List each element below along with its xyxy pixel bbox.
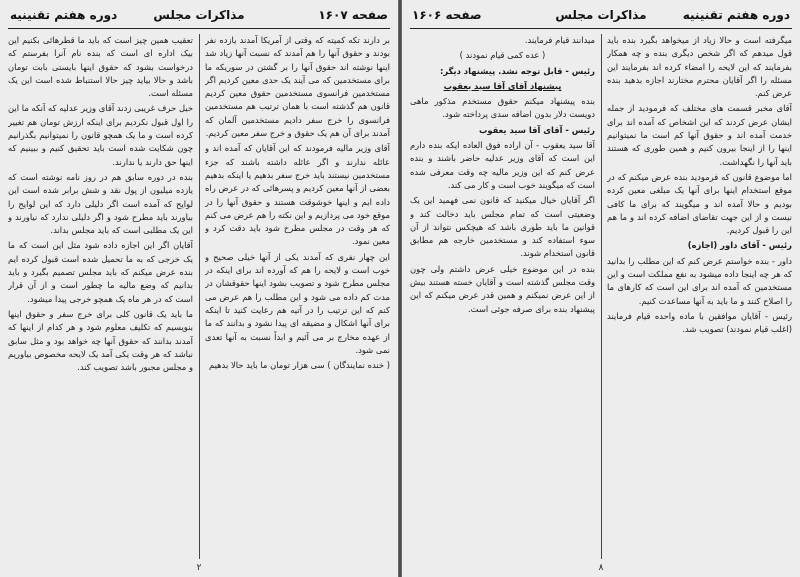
left-columns xyxy=(8,34,390,559)
right-page-header xyxy=(412,8,790,26)
speaker-line: رئیس - آقای داور (اجازه) xyxy=(687,240,792,251)
right-page-number: ۸ xyxy=(598,563,604,573)
left-session-title: دوره هفتم تقنينيه xyxy=(10,8,118,22)
right-page-label: صفحه ۱۶۰۶ xyxy=(412,8,482,22)
parenthetical-note: ( عده کمی قیام نمودند ) xyxy=(459,50,546,61)
paragraph: ما باید یک قانون کلی برای خرج سفر و حقوق اینها بنویسیم که تکلیف معلوم شود و هر کدام از اینها که آمدند بدانند که حقوق آنها چه خواهد بود و مثل سابق نباشد که هر وقت یکی آمد یک لایحه مخصوص بیاوریم و مجلس مجبور باشد تصویب کند. xyxy=(8,308,193,373)
column-divider xyxy=(199,34,200,559)
proposal-title: پیشنهاد آقای آقا سید یعقوب xyxy=(443,80,562,91)
left-journal-title: مذاکرات مجلس xyxy=(153,8,245,22)
paragraph: آقایان اگر این اجازه داده شود مثل این است که ما یک خرجی که به ما تحمیل شده است قبول کرده ایم بنده عرض میکنم که باید مجلس تصمیم بگیرد و باید بدانیم که وضع مالیه ما چطور است و از آن قرار است که در هر ماه یک همچو خرجی پیدا میشود. xyxy=(8,240,193,304)
right-header-rule xyxy=(410,28,792,29)
paragraph: میگرفته است و حالا زیاد از میخواهد بگیرد بنده باید قول میدهم که اگر شخص دیگری بنده و چه همکار بفرمایند که این لایحه را امضاء کرده اند بفرمایند این مسئله را اگر آقایان محترم مختارند اجازه بدهید بنده عرض کنم. xyxy=(607,35,792,99)
right-journal-title: مذاکرات مجلس xyxy=(555,8,647,22)
paragraph: داور - بنده خواستم عرض کنم که این مطلب را بدانید که هر چه اینجا داده میشود به نفع مملکت است و این مستخدمین که آمده اند برای این است که کارهای ما را اصلاح کنند و ما باید به آنها مساعدت کنیم. xyxy=(607,255,792,306)
paragraph: ( خنده نمایندگان ) سی هزار تومان ما باید حالا بدهیم xyxy=(209,360,390,371)
right-columns xyxy=(410,34,792,559)
paragraph: اما موضوع قانون که فرمودید بنده عرض میکنم که در موقع استخدام اینها برای آنها یک مبلغی معین کرده بودیم و حالا آمده اند و میگویند که برای ما کافی نیست و از این جهت تقاضای اضافه کرده اند و ما هم این را قبول کردیم. xyxy=(607,171,792,236)
right-page-column-right xyxy=(607,34,792,559)
left-header-rule xyxy=(8,28,390,29)
left-page-column-left xyxy=(8,34,193,559)
paragraph: اگر آقایان خیال میکنید که قانون نمی فهمید این یک وضعیتی است که تمام مجلس باید دخالت کند و قوانین ما باید طوری باشد که هیچکس نتواند از آن سوء استفاده کند و مستخدمین خارجه هم مطابق قانون استخدام شوند. xyxy=(410,195,595,259)
paragraph: رئیس - آقایان موافقین با ماده واحده قیام فرمایند (اغلب قیام نمودند) تصویب شد. xyxy=(607,310,792,335)
speaker-line: رئیس - قابل توجه نشد. پیشنهاد دیگر: xyxy=(440,65,595,76)
paragraph: بر دارند تکه کمیته که وقتی از آمریکا آمدند یازده نفر بودند و حقوق آنها را هم آمدند که نسبت آنها زیاد شد اینها نوشته اند حقوق آنها را بر گشتن در سوریکه ما برای مستخدمین که می آیند یک حدی معین کردیم اگر مستخدمین فرانسوی مستخدمین حقوق معین کردیم قانون هم گذشته است با همان ترتیب هم مستخدمین فرانسوی را خرج سفر دادیم مستخدمین آلمان که آمدند برای آن هم یک حقوق و خرج سفر معین کردیم. xyxy=(205,35,390,139)
paragraph: آقای مخبر قسمت های مختلف که فرمودید از جمله ایشان عرض کردند که این اشخاص که آمده اند برای خدمت آمده اند و حقوق آنها کم است ما نمیتوانیم اینها را از اینجا بیرون کنیم و همین طوری که هستند باید آنها را نگهداشت. xyxy=(607,103,792,167)
paragraph: آقا سید یعقوب - آن اراده فوق العاده ایکه بنده دارم این است که آقای وزیر عدلیه حاضر باشند و بنده عرض کنم که این وزیر مالیه چه وقت معرفی شده است که میگویند خوب است و کار می کند. xyxy=(410,140,595,190)
right-session-title: دوره هفتم تقنينيه xyxy=(682,8,790,22)
left-page-header xyxy=(10,8,388,26)
right-page xyxy=(402,0,800,577)
paragraph: بنده در دوره سابق هم در روز نامه نوشته است که یازده میلیون از پول نقد و شش برابر شده است این لوایح که آمده است اگر دلیلی دارد که این لوایح را بیاورند باید مطرح شود و اگر دلیلی ندارد که نیاورند و این یک مطلبی است که باید مجلس بداند. xyxy=(8,171,193,236)
paragraph: میدانند قیام فرمایند. xyxy=(524,35,595,45)
speaker-line: رئیس - آقای آقا سید یعقوب xyxy=(478,124,595,135)
paragraph: بنده در این موضوع خیلی عرض داشتم ولی چون وقت مجلس گذشته است و آقایان خسته هستند بیش از این عرض نمیکنم و همین قدر عرض میکنم که این پیشنهاد بنده برای صرفه جوئی است. xyxy=(410,263,595,314)
left-page xyxy=(0,0,398,577)
left-page-label: صفحه ۱۶۰۷ xyxy=(318,8,388,22)
right-page-column-left xyxy=(410,34,595,559)
paragraph: خیل حرف غریبی زدند آقای وزیر عدلیه که آنکه ما این را اول قبول نکردیم برای اینکه ارزش تومان هم تغییر کرده است و ما یک همچو قانون را نمیتوانیم بگذرانیم چون شکایت شده است باید تحقیق کنیم و ببینیم که اینها حق دارند یا ندارند. xyxy=(8,103,193,167)
column-divider xyxy=(601,34,602,559)
paragraph: آقای وزیر مالیه فرمودند که این آقایان که آمده اند و عائله ندارند و اگر عائله داشته باشند که جزء مستخدمین نیستند باید خرج سفر بدهیم یا اینکه بدهیم بعضی از آنها معین کردیم و پسرهائی که در عرض راه داده ایم و اینها خوشوقت هستند و حقوق آنها را در موقع خود می پردازیم و این نکته را هم عرض می کنم که هر وقت در مجلس مطرح شود باید دقت کرد و معین نمود. xyxy=(205,143,390,247)
paragraph: تعقیب همین چیز است که باید ما قطرهائی بکنیم این بیک اداره ای است که بنده نام آنرا بفرستم که درخواست بشود که حقوق اینها بایستی بابت تومان باشد و حالا بیاید چیز حالا استنباط شده است این یک مسئله است. xyxy=(8,35,193,99)
paragraph: این چهار نفری که آمدند یکی از آنها خیلی صحیح و خوب است و لایحه را هم که آورده اند برای اینکه در مجلس مطرح شود و تصویب بشود اینها حقوقشان در مدت کم داده می شود و این مطلب را هم عرض می کنم که این ترتیب را در آتیه هم رعایت کنید تا اینکه برای آنها اشکال و مضیقه ای پیدا نشود و بدانند که ما از عهده مخارج بر می آئیم و ابداً نسبت به آنها تعدی نمی شود. xyxy=(205,251,390,355)
left-page-column-right xyxy=(205,34,390,559)
paragraph: بنده پیشنهاد میکنم حقوق مستخدم مذکور ماهی دویست دلار بدون اضافه سدی پرداخته شود. xyxy=(410,96,595,120)
left-page-number: ۲ xyxy=(196,563,202,573)
